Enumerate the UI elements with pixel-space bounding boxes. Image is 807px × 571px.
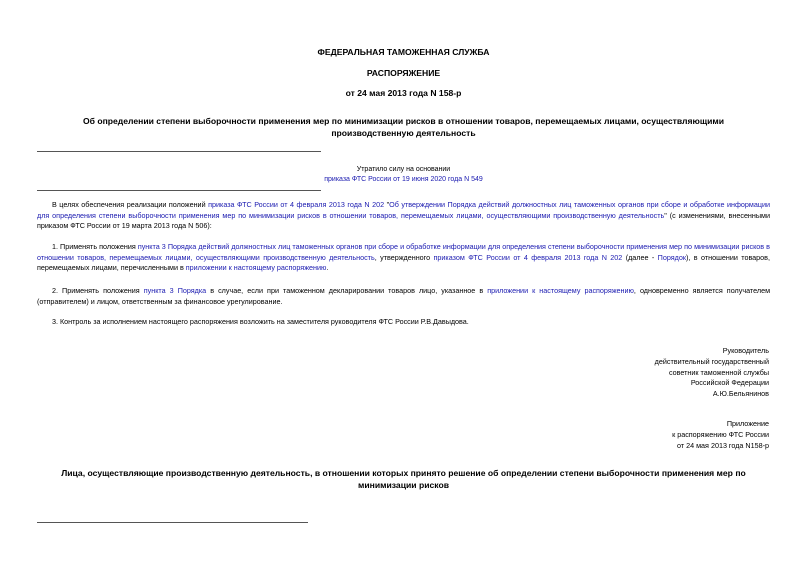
- text-fragment: (далее -: [622, 252, 658, 262]
- order-202-link[interactable]: приказа ФТС России от 4 февраля 2013 года N 202: [208, 200, 385, 209]
- appendix-header: [672, 419, 769, 451]
- text-fragment: 2. Применять положения: [52, 286, 144, 295]
- agency-title: ФЕДЕРАЛЬНАЯ ТАМОЖЕННАЯ СЛУЖБА: [317, 47, 490, 57]
- paragraph-item-2: [37, 286, 770, 307]
- text-fragment: 1. Применять положения: [52, 242, 138, 251]
- signature-block: [655, 346, 769, 400]
- appendix-header-line: от 24 мая 2013 года N158-р: [677, 440, 769, 450]
- paragraph-item-3: 3. Контроль за исполнением настоящего распоряжения возложить на заместителя руководителя ФТС России Р.В.Давыдова.: [52, 317, 469, 326]
- appendix-link[interactable]: приложении к настоящему распоряжению: [487, 286, 634, 295]
- text-fragment: в случае, если при таможенном декларировании товаров лицо, указанное в: [206, 286, 488, 295]
- signature-line: советник таможенной службы: [668, 367, 769, 377]
- appendix-link[interactable]: приложении к настоящему распоряжению: [185, 263, 327, 273]
- text-fragment: .: [326, 263, 329, 273]
- order-202-link[interactable]: приказом ФТС России от 4 февраля 2013 года N 202: [433, 252, 623, 262]
- document-title: Об определении степени выборочности применения мер по минимизации рисков в отношении товаров, перемещаемых лицами, осуществляющими производственную деятельность: [82, 116, 725, 138]
- signature-name: А.Ю.Бельянинов: [712, 389, 769, 399]
- status-note-text: Утратило силу на основании: [356, 166, 451, 173]
- procedure-link[interactable]: Порядок: [657, 252, 686, 262]
- separator-line: [37, 151, 321, 152]
- document-type: РАСПОРЯЖЕНИЕ: [366, 68, 441, 78]
- paragraph-item-1: [37, 242, 770, 274]
- appendix-header-line: Приложение: [726, 419, 769, 428]
- text-fragment: " (с изменениями, внесенными приказом ФТС России от 19 марта 2013 года N 506):: [37, 210, 770, 231]
- signature-line: Руководитель: [722, 346, 769, 355]
- repeal-order-link[interactable]: приказа ФТС России от 19 июня 2020 года N 549: [324, 176, 483, 183]
- text-fragment: , одновременно является получателем (отправителем) и лицом, ответственным за финансовое урегулирование.: [37, 286, 771, 306]
- procedure-point-3-link[interactable]: пункта 3 Порядка: [143, 286, 207, 295]
- text-fragment: ), в отношении товаров, перемещаемых лицами, перечисленными в: [37, 252, 770, 273]
- text-fragment: ": [384, 200, 390, 209]
- appendix-title: Лица, осуществляющие производственную деятельность, в отношении которых принято решение об определении степени выборочности применения мер по минимизации рисков: [61, 468, 746, 490]
- separator-line: [37, 522, 308, 523]
- text-fragment: , утвержденного: [374, 252, 434, 262]
- signature-line: действительный государственный: [654, 356, 769, 366]
- procedure-point-3-link[interactable]: пункта 3 Порядка действий должностных лиц таможенных органов при сборе и обработке информации для определения степени выборочности применения мер по минимизации рисков в отношении товаров, перемещаемых лицами, осуществляющими производственную деятельность: [37, 242, 770, 262]
- document-date-number: от 24 мая 2013 года N 158-р: [345, 88, 462, 98]
- procedure-title-link[interactable]: Об утверждении Порядка действий должностных лиц таможенных органов при сборе и обработке информации для определения степени выборочности применения мер по минимизации рисков в отношении товаров, перемещаемых лицами, осуществляющими производственную деятельность: [37, 200, 771, 220]
- text-fragment: В целях обеспечения реализации положений: [52, 200, 209, 209]
- appendix-header-line: к распоряжению ФТС России: [672, 429, 769, 439]
- signature-line: Российской Федерации: [690, 378, 769, 388]
- status-note-link-wrapper: [0, 176, 807, 183]
- paragraph-preamble: [37, 200, 770, 232]
- separator-line: [37, 190, 321, 191]
